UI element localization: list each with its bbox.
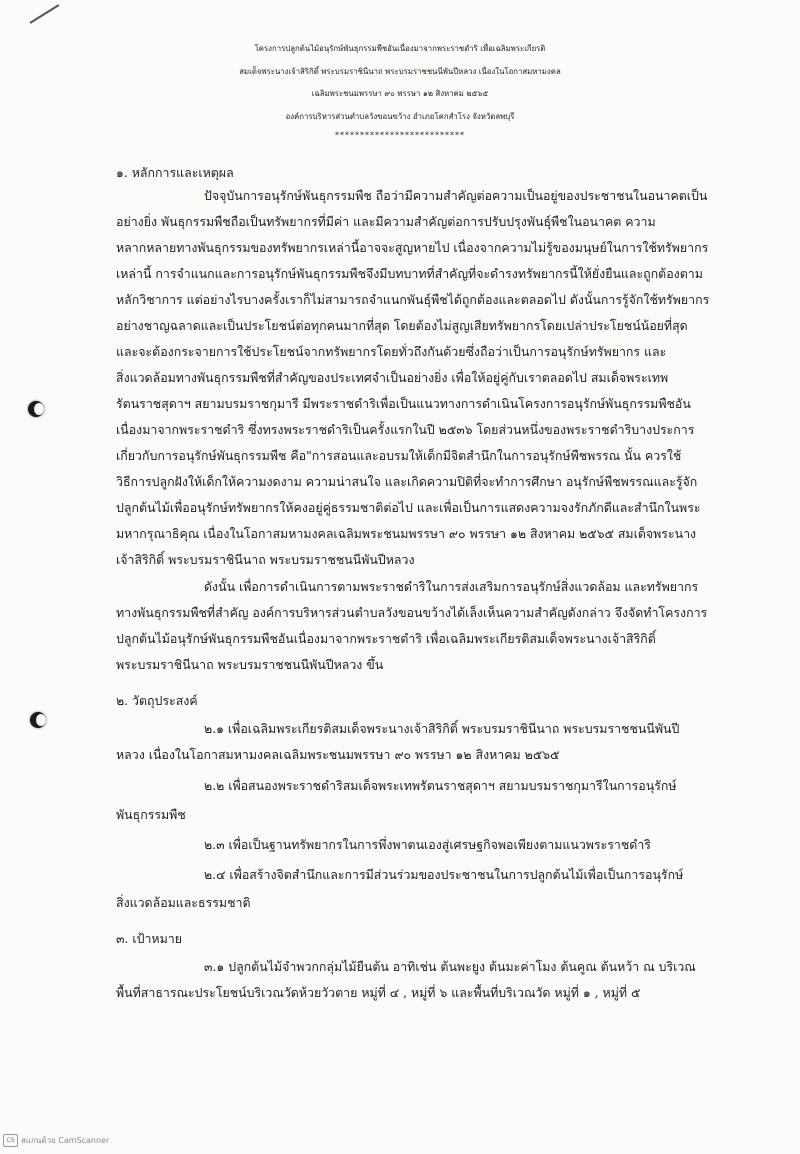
section-title: ๒. วัตถุประสงค์ [116,693,198,708]
watermark-text: สแกนด้วย CamScanner [21,1136,110,1145]
scan-mark [29,4,59,24]
paragraph-line: เนื่องมาจากพระราชดำริ ซึ่งทรงพระราชดำริเป็นครั้งแรกในปี ๒๕๓๖ โดยส่วนหนึ่งของพระราชดำริบางประการ [116,422,695,437]
camscanner-logo: CS [3,1134,18,1147]
paragraph-line: ทางพันธุกรรมพืชที่สำคัญ องค์การบริหารส่วนตำบลวังขอนขว้างได้เล็งเห็นความสำคัญดังกล่าว จึงจัดทำโครงการ [116,605,708,620]
objective-item: ๒.๓ เพื่อเป็นฐานทรัพยากรในการพึ่งพาตนเองสู่เศรษฐกิจพอเพียงตามแนวพระราชดำริ [204,837,651,852]
paragraph-line: อย่างยิ่ง พันธุกรรมพืชถือเป็นทรัพยากรที่มีค่า และมีความสำคัญต่อการปรับปรุงพันธุ์พืชในอนาคต ความ [116,214,656,229]
objective-item: ๒.๒ เพื่อสนองพระราชดำริสมเด็จพระเทพรัตนราชสุดาฯ สยามบรมราชกุมารีในการอนุรักษ์ [204,778,677,793]
paragraph-line: เจ้าสิริกิติ์ พระบรมราชินีนาถ พระบรมราชชนนีพันปีหลวง [116,552,415,567]
paragraph-line: ปัจจุบันการอนุรักษ์พันธุกรรมพืช ถือว่ามีความสำคัญต่อความเป็นอยู่ของประชาชนในอนาคตเป็น [204,188,708,203]
paragraph-line: พระบรมราชินีนาถ พระบรมราชชนนีพันปีหลวง ขึ้น [116,657,384,672]
paragraph-line: เกี่ยวกับการอนุรักษ์พันธุกรรมพืช คือ"การสอนและอบรมให้เด็กมีจิตสำนึกในการอนุรักษ์พืชพรรณ นั้น ควรใช้ [116,448,682,463]
paragraph-line: ดังนั้น เพื่อการดำเนินการตามพระราชดำริในการส่งเสริมการอนุรักษ์สิ่งแวดล้อม และทรัพยากร [204,579,699,594]
header-line: เฉลิมพระชนมพรรษา ๙๐ พรรษา ๑๒ สิงหาคม ๒๕๖๕ [311,89,489,98]
paragraph-line: หลากหลายทางพันธุกรรมของทรัพยากรเหล่านี้อาจจะสูญหายไป เนื่องจากความไม่รู้ของมนุษย์ในการใช้ทรัพยากร [116,240,709,255]
section-title: ๑. หลักการและเหตุผล [116,165,234,180]
paragraph-line: หลักวิชาการ แต่อย่างไรบางครั้งเราก็ไม่สามารถจำแนกพันธุ์พืชได้ถูกต้องและตลอดไป ดังนั้นการรู้จักใช้ทรัพยากร [116,292,710,307]
header-line: สมเด็จพระนางเจ้าสิริกิติ์ พระบรมราชินีนาถ พระบรมราชชนนีพันปีหลวง เนื่องในโอกาสมหามงคล [239,66,561,76]
paragraph-line: ปลูกต้นไม้เพื่ออนุรักษ์ทรัพยากรให้คงอยู่คู่ธรรมชาติต่อไป และเพื่อเป็นการแสดงความจงรักภักดีและสำนึกในพระ [116,500,701,515]
punch-hole-icon [30,712,46,728]
header-line: โครงการปลูกต้นไม้อนุรักษ์พันธุกรรมพืชอันเนื่องมาจากพระราชดำริ เพื่อเฉลิมพระเกียรติ [254,44,546,53]
objective-item: ๒.๑ เพื่อเฉลิมพระเกียรติสมเด็จพระนางเจ้าสิริกิติ์ พระบรมราชินีนาถ พระบรมราชชนนีพันปี [204,721,680,736]
paragraph-line: ปลูกต้นไม้อนุรักษ์พันธุกรรมพืชอันเนื่องมาจากพระราชดำริ เพื่อเฉลิมพระเกียรติสมเด็จพระนางเจ้าสิริกิติ์ [116,631,656,646]
paragraph-line: สิ่งแวดล้อมทางพันธุกรรมพืชที่สำคัญของประเทศจำเป็นอย่างยิ่ง เพื่อให้อยู่คู่กับเราตลอดไป สมเด็จพระเทพ [116,370,669,385]
paragraph-line: มหากรุณาธิคุณ เนื่องในโอกาสมหามงคลเฉลิมพระชนมพรรษา ๙๐ พรรษา ๑๒ สิงหาคม ๒๕๖๕ สมเด็จพระนาง [116,526,697,541]
paragraph-line: อย่างชาญฉลาดและเป็นประโยชน์ต่อทุกคนมากที่สุด โดยต้องไม่สูญเสียทรัพยากรโดยเปล่าประโยชน์น้อยที่สุด [116,318,688,333]
paragraph-line: เหล่านี้ การจำแนกและการอนุรักษ์พันธุกรรมพืชจึงมีบทบาทที่สำคัญที่จะดำรงทรัพยากรนี้ให้ยั่งยืนและถูกต้องตาม [116,266,703,281]
objective-item: ๒.๔ เพื่อสร้างจิตสำนึกและการมีส่วนร่วมของประชาชนในการปลูกต้นไม้เพื่อเป็นการอนุรักษ์ [204,867,684,882]
target-line: พื้นที่สาธารณะประโยชน์บริเวณวัดห้วยวัวตาย หมู่ที่ ๔ , หมู่ที่ ๖ และพื้นที่บริเวณวัด หมู่ที่ ๑ , หมู่ที่ ๕ [116,985,641,1000]
paragraph-line: วิธีการปลูกฝังให้เด็กให้ความงดงาม ความน่าสนใจ และเกิดความปิติที่จะทำการศึกษา อนุรักษ์พืชพรรณและรู้จัก [116,474,698,489]
punch-hole-icon [28,401,44,417]
objective-item: พันธุกรรมพืช [116,807,186,822]
target-line: ๓.๑ ปลูกต้นไม้จำพวกกลุ่มไม้ยืนต้น อาทิเช่น ต้นพะยูง ต้นมะค่าโมง ต้นคูณ ต้นหว้า ณ บริเวณ [204,959,696,974]
scanner-watermark [3,1134,109,1147]
objective-item: หลวง เนื่องในโอกาสมหามงคลเฉลิมพระชนมพรรษา ๙๐ พรรษา ๑๒ สิงหาคม ๒๕๖๕ [116,747,560,762]
paragraph-line: รัตนราชสุดาฯ สยามบรมราชกุมารี มีพระราชดำริเพื่อเป็นแนวทางการดำเนินโครงการอนุรักษ์พันธุกรรมพืชอัน [116,396,691,411]
header-line: องค์การบริหารส่วนตำบลวังขอนขว้าง อำเภอโคกสำโรง จังหวัดลพบุรี [285,111,515,121]
document-header [0,38,800,144]
section-title: ๓. เป้าหมาย [116,931,182,946]
objective-item: สิ่งแวดล้อมและธรรมชาติ [116,895,251,910]
header-separator: ************************** [335,131,465,140]
paragraph-line: และจะต้องกระจายการใช้ประโยชน์จากทรัพยากรโดยทั่วถึงกันด้วยซึ่งถือว่าเป็นการอนุรักษ์ทรัพยากร และ [116,344,667,359]
